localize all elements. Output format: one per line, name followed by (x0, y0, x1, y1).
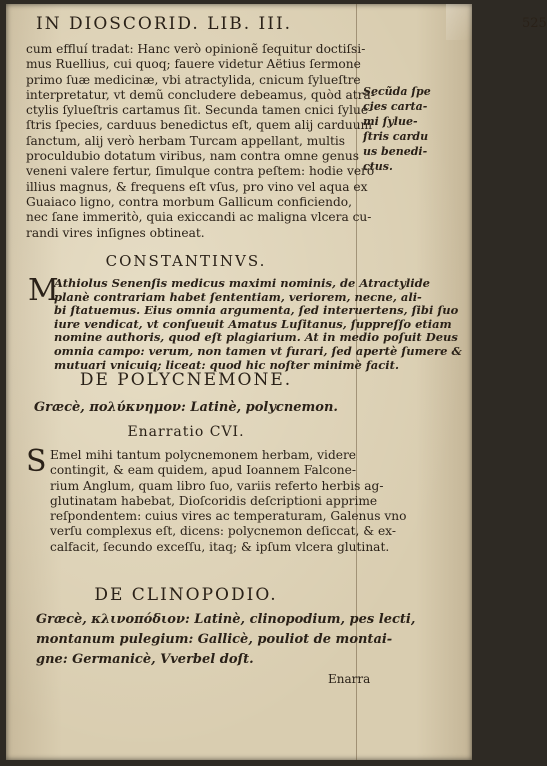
heading-clinopodio: DE CLINOPODIO. (94, 585, 278, 605)
polycnemone-names: Græcè, πολύκνημον: Latinè, polycnemon. (34, 400, 338, 415)
text-line: nomine authoris, quod eſt plagiarium. At in medio poſuit Deus (54, 330, 458, 345)
text-line: iure vendicat, vt conſueuit Amatus Luſitanus, ſuppreſſo etiam (54, 316, 452, 331)
text-line: contingit, & eam quidem, apud Ioannem Falcone- (50, 463, 356, 478)
paragraph-dioscorides (26, 42, 376, 241)
text-line: veneni valere fertur, ſimulque contra peſtem: hodie verò (26, 164, 375, 179)
text-line: ſtris ſpecies, carduus benedictus eſt, quem alij carduum (26, 118, 373, 133)
text-line: montanum pulegium: Gallicè, pouliot de montai- (36, 632, 393, 647)
text-line: randi vires inſignes obtineat. (26, 225, 205, 240)
book-page (6, 4, 547, 760)
text-line: primo ſuæ medicinæ, vbi atractylida, cnicum ſylueſtre (26, 72, 361, 87)
text-line: planè contrariam habet ſententiam, veriorem, necne, ali- (54, 289, 422, 304)
text-line: Guaiaco ligno, contra morbum Gallicum conficiendo, (26, 194, 353, 209)
text-line: ſanctum, alij verò herbam Turcam appellant, multis (26, 133, 346, 148)
catchword: Enarra (328, 672, 371, 686)
dropcap-m: M (28, 273, 59, 308)
text-line: mus Ruellius, cui quoq; fauere videtur Aëtius ſermone (26, 57, 361, 72)
text-line: mutuari vnicuiq; liceat: quod hic noſter minimè facit. (54, 357, 399, 372)
text-line: proculdubio dotatum viribus, nam contra omne genus (26, 149, 359, 164)
text-line: verſu complexus eſt, dicens: polycnemon deſiccat, & ex- (50, 524, 396, 539)
text-line: Athiolus Senenſis medicus maximi nominis, de Atractylide (54, 276, 430, 290)
paragraph-polycnemone (50, 448, 407, 555)
text-line: illius magnus, & frequens eſt vſus, pro vino vel aqua ex (26, 179, 368, 194)
margin-note (363, 84, 431, 174)
text-line: Emel mihi tantum polycnemonem herbam, videre (50, 448, 356, 462)
text-line: reſpondentem: cuius vires ac temperaturam, Galenus vno (50, 509, 407, 524)
enarratio-heading: Enarratio CVI. (127, 424, 245, 440)
text-line: us benedi- (363, 145, 428, 158)
text-line: ctylis ſylueſtris cartamus ſit. Secunda tamen cnici ſylue- (26, 103, 373, 118)
page-number: 525 (522, 16, 547, 31)
clinopodio-names (36, 610, 416, 670)
text-line: ſtris cardu (363, 130, 429, 143)
text-line: rium Anglum, quam libro ſuo, variis referto herbis ag- (50, 478, 384, 493)
dropcap-s: S (26, 444, 47, 479)
text-line: cum effluí tradat: Hanc verò opinionẽ ſequitur doctiſsi- (26, 42, 366, 56)
text-line: Græcè, κλινοπόδιον: Latinè, clinopodium, pes lecti, (36, 612, 416, 627)
text-line: cies carta- (363, 100, 428, 113)
heading-polycnemone: DE POLYCNEMONE. (79, 370, 293, 390)
text-line: Secũda ſpe (363, 85, 431, 98)
text-line: glutinatam habebat, Dioſcoridis deſcriptioni apprime (50, 493, 378, 508)
text-line: nec ſane immeritò, quia exiccandi ac maligna vlcera cu- (26, 210, 372, 225)
text-line: calfacit, ſecundo exceſſu, itaq; & ipſum vlcera glutinat. (50, 539, 390, 554)
text-line: bi ſtatuemus. Eius omnia argumenta, ſed interuertens, ſibi ſuo (54, 303, 459, 318)
page-corner (446, 4, 472, 40)
text-line: omnia campo: verum, non tamen vt furari, ſed apertè ſumere & (54, 343, 462, 358)
running-header: IN DIOSCORID. LIB. III. (36, 14, 293, 34)
text-line: gne: Germanicè, Vverbel doſt. (36, 652, 254, 667)
text-line: ctus. (363, 160, 393, 173)
heading-constantinus: CONSTANTINVS. (105, 252, 267, 270)
text-line: mi ſylue- (363, 115, 418, 128)
text-line: interpretatur, vt demũ concludere debeamus, quòd atra- (26, 87, 375, 102)
paragraph-constantinus (54, 276, 462, 372)
